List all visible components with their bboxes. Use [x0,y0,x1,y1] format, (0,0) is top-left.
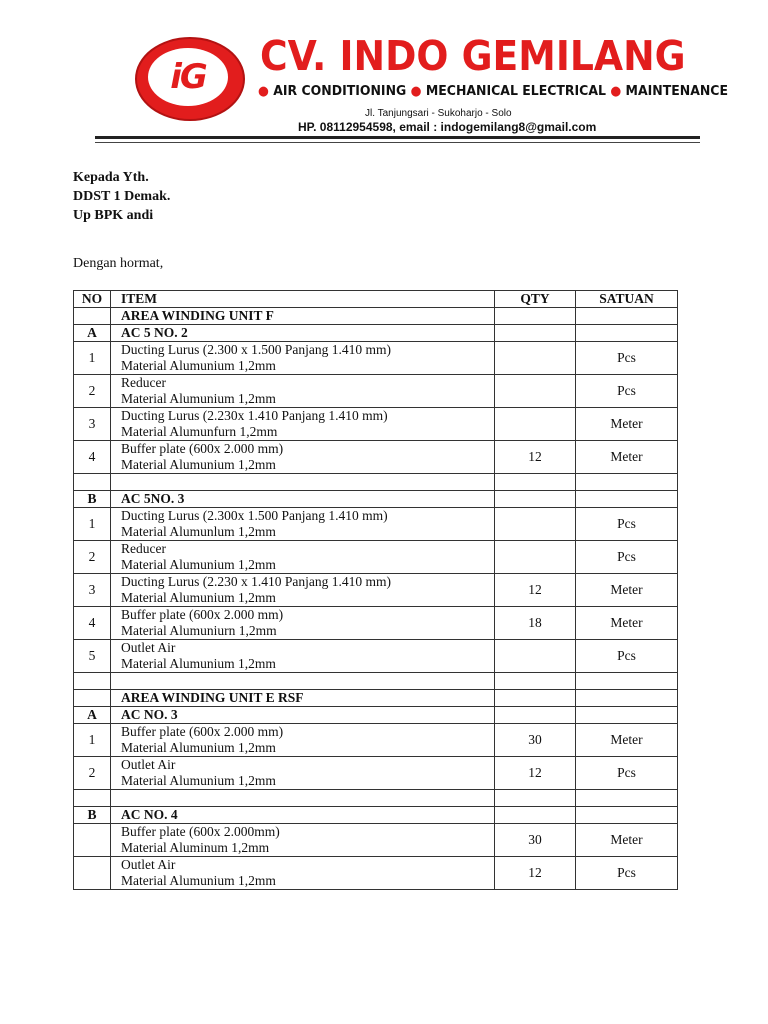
company-contact: HP. 08112954598, email : indogemilang8@gmail.com [298,120,597,134]
header-item: ITEM [111,291,495,308]
cell-item [111,673,495,690]
cell-item [111,757,495,790]
item-line: AREA WINDING UNIT F [121,308,274,323]
cell-satuan: Pcs [576,640,678,673]
cell-no [74,308,111,325]
cell-qty: 30 [495,824,576,857]
table-row [74,508,678,541]
cell-qty: 18 [495,607,576,640]
cell-item [111,342,495,375]
cell-no: B [74,807,111,824]
cell-item [111,375,495,408]
cell-item [111,640,495,673]
table-row [74,857,678,890]
table-row [74,325,678,342]
cell-qty: 12 [495,757,576,790]
item-line: Ducting Lurus (2.300x 1.500 Panjang 1.410 mm) [121,508,388,523]
cell-item [111,790,495,807]
item-line: Outlet Air [121,640,176,655]
table-row [74,824,678,857]
item-line: Outlet Air [121,757,176,772]
cell-qty [495,325,576,342]
cell-item [111,574,495,607]
cell-no: 4 [74,441,111,474]
table-row [74,707,678,724]
item-line: Material Alumunium 1,2mm [121,740,276,755]
item-line: Buffer plate (600x 2.000mm) [121,824,280,839]
table-row [74,807,678,824]
bullet-icon: ● [258,84,274,99]
recipient-line-2: DDST 1 Demak. [73,189,171,204]
cell-satuan: Pcs [576,541,678,574]
item-line: Material Alumunium 1,2mm [121,773,276,788]
logo-mark: iG [170,57,206,97]
cell-satuan: Pcs [576,508,678,541]
cell-qty: 12 [495,441,576,474]
table-row [74,574,678,607]
cell-item [111,857,495,890]
table-row [74,474,678,491]
item-line: Buffer plate (600x 2.000 mm) [121,724,284,739]
item-line: Material Alumunium 1,2mm [121,557,276,572]
cell-satuan: Meter [576,724,678,757]
item-line: Reducer [121,541,166,556]
cell-no [74,474,111,491]
cell-no: 3 [74,408,111,441]
table-row [74,308,678,325]
item-line: Ducting Lurus (2.300 x 1.500 Panjang 1.410 mm) [121,342,391,357]
item-line: AREA WINDING UNIT E RSF [121,690,304,705]
cell-qty [495,790,576,807]
company-logo [135,37,245,121]
cell-qty: 12 [495,857,576,890]
cell-item [111,541,495,574]
recipient-block [73,168,170,225]
cell-item [111,707,495,724]
table-row [74,375,678,408]
cell-item [111,824,495,857]
cell-satuan [576,807,678,824]
item-line: Ducting Lurus (2.230x 1.410 Panjang 1.410 mm) [121,408,388,423]
table-row [74,790,678,807]
item-line: Material Alumuniurn 1,2mm [121,623,277,638]
cell-item [111,607,495,640]
cell-item [111,325,495,342]
cell-satuan [576,308,678,325]
cell-item [111,724,495,757]
cell-item [111,807,495,824]
table-row [74,673,678,690]
header-divider-thick [95,136,700,139]
cell-satuan: Pcs [576,342,678,375]
cell-no: 2 [74,757,111,790]
item-line: Material Alumunium 1,2mm [121,873,276,888]
cell-no: 1 [74,724,111,757]
cell-no: 2 [74,541,111,574]
cell-no: 1 [74,508,111,541]
header-satuan: SATUAN [576,291,678,308]
cell-item [111,308,495,325]
cell-satuan [576,474,678,491]
cell-qty [495,375,576,408]
cell-satuan: Pcs [576,375,678,408]
cell-qty [495,541,576,574]
cell-item [111,408,495,441]
cell-qty [495,474,576,491]
cell-qty [495,408,576,441]
logo-inner [148,48,228,106]
cell-qty [495,707,576,724]
cell-satuan [576,707,678,724]
item-line: AC NO. 4 [121,807,178,822]
item-line: AC NO. 3 [121,707,178,722]
cell-qty [495,508,576,541]
cell-no: A [74,707,111,724]
cell-qty: 12 [495,574,576,607]
table-row [74,757,678,790]
table-row [74,441,678,474]
header-divider-thin [95,142,700,143]
item-line: Ducting Lurus (2.230 x 1.410 Panjang 1.410 mm) [121,574,391,589]
cell-satuan: Pcs [576,757,678,790]
cell-item [111,690,495,707]
cell-satuan: Meter [576,824,678,857]
bullet-icon: ● [610,84,626,99]
cell-satuan: Meter [576,607,678,640]
letterhead [0,0,768,160]
company-address: Jl. Tanjungsari - Sukoharjo - Solo [365,108,512,119]
item-line: Material Alumunfurn 1,2mm [121,424,278,439]
recipient-line-1: Kepada Yth. [73,170,149,185]
cell-satuan [576,690,678,707]
cell-satuan [576,325,678,342]
table-header-row [74,291,678,308]
bullet-icon: ● [410,84,426,99]
cell-item [111,491,495,508]
items-table [73,290,678,890]
cell-no: A [74,325,111,342]
cell-satuan: Meter [576,574,678,607]
item-line: Material Alumunium 1,2mm [121,656,276,671]
cell-no: 5 [74,640,111,673]
item-line: AC 5 NO. 2 [121,325,188,340]
table-row [74,491,678,508]
service-1: AIR CONDITIONING [273,84,407,99]
greeting: Dengan hormat, [73,256,164,271]
item-line: Outlet Air [121,857,176,872]
item-line: Buffer plate (600x 2.000 mm) [121,441,284,456]
cell-qty [495,807,576,824]
item-line: AC 5NO. 3 [121,491,185,506]
header-no: NO [74,291,111,308]
table-row [74,640,678,673]
item-line: Material Aluminum 1,2mm [121,840,270,855]
cell-qty [495,690,576,707]
cell-no: 2 [74,375,111,408]
cell-no: 4 [74,607,111,640]
table-row [74,342,678,375]
cell-satuan: Meter [576,408,678,441]
service-3: MAINTENANCE [625,84,729,99]
cell-item [111,508,495,541]
item-line: Material Alumunium 1,2mm [121,391,276,406]
table-row [74,541,678,574]
cell-no [74,673,111,690]
cell-no: 3 [74,574,111,607]
table-row [74,607,678,640]
table-body [74,308,678,890]
cell-satuan [576,790,678,807]
cell-satuan [576,491,678,508]
company-name: CV. INDO GEMILANG [260,32,686,80]
cell-no: B [74,491,111,508]
item-line: Buffer plate (600x 2.000 mm) [121,607,284,622]
cell-no [74,790,111,807]
cell-satuan [576,673,678,690]
cell-satuan: Meter [576,441,678,474]
cell-no [74,824,111,857]
cell-no: 1 [74,342,111,375]
cell-item [111,441,495,474]
cell-item [111,474,495,491]
table-row [74,408,678,441]
services-line [258,84,729,99]
recipient-line-3: Up BPK andi [73,208,154,223]
cell-qty [495,640,576,673]
cell-qty: 30 [495,724,576,757]
cell-no [74,857,111,890]
cell-qty [495,308,576,325]
item-line: Material Alumunium 1,2mm [121,457,276,472]
cell-satuan: Pcs [576,857,678,890]
cell-qty [495,673,576,690]
item-line: Reducer [121,375,166,390]
table-row [74,724,678,757]
cell-qty [495,342,576,375]
cell-qty [495,491,576,508]
item-line: Material Alumunlum 1,2mm [121,524,276,539]
table-row [74,690,678,707]
item-line: Material Alumunium 1,2mm [121,358,276,373]
service-2: MECHANICAL ELECTRICAL [425,84,606,99]
item-line: Material Alumunium 1,2mm [121,590,276,605]
header-qty: QTY [495,291,576,308]
cell-no [74,690,111,707]
